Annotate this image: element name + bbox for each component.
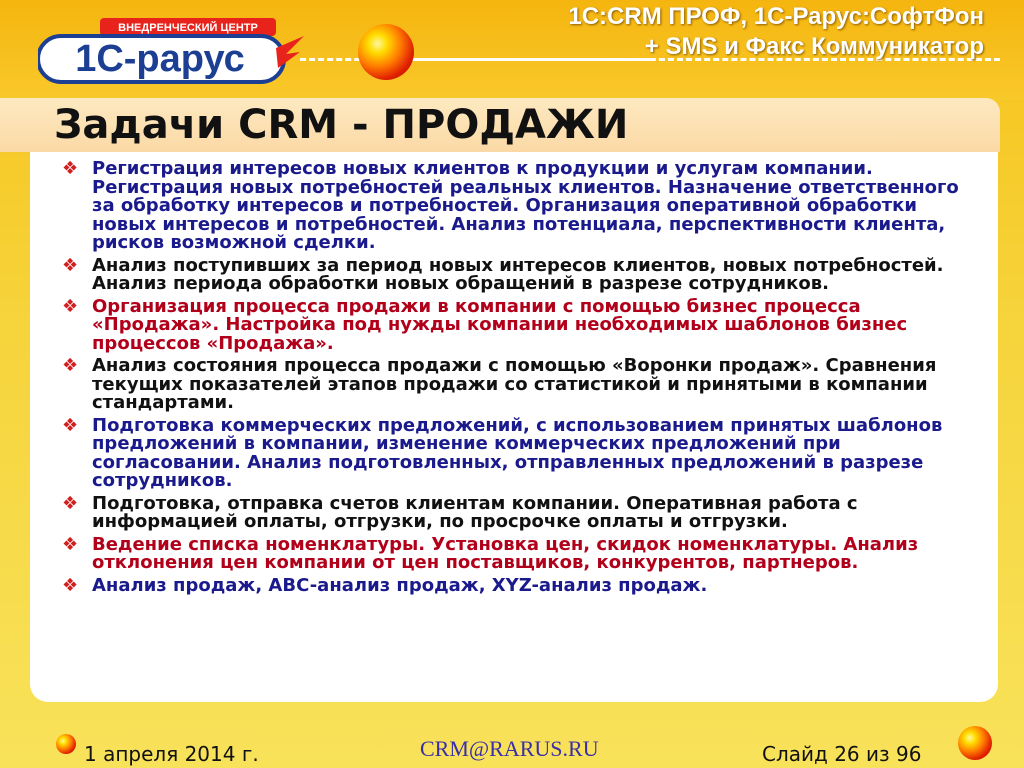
- bullet-diamond-icon: ❖: [62, 414, 79, 436]
- logo-wordmark: 1С-рарус: [75, 38, 245, 80]
- footer-date: 1 апреля 2014 г.: [84, 742, 259, 766]
- bullet-diamond-icon: ❖: [62, 533, 79, 555]
- footer-email: CRM@RARUS.RU: [420, 736, 599, 761]
- slide-number: Слайд 26 из 96: [762, 742, 922, 766]
- footer-right-sphere-icon: [958, 726, 992, 760]
- bullet-diamond-icon: ❖: [62, 574, 79, 596]
- task-item-text: Ведение списка номенклатуры. Установка цен, скидок номенклатуры. Анализ отклонения цен компании от цен поставщиков, конкурентов, партнеров.: [92, 533, 919, 573]
- task-item: [60, 492, 982, 532]
- company-logo: [38, 18, 308, 84]
- product-title-line2: + SMS и Факс Коммуникатор: [644, 33, 984, 60]
- content-panel: [30, 152, 998, 702]
- task-item-text: Анализ состояния процесса продажи с помощью «Воронки продаж». Сравнения текущих показателей этапов продажи со статистикой и принятыми в компании стандартами.: [92, 355, 937, 413]
- task-item-text: Анализ продаж, ABC-анализ продаж, XYZ-анализ продаж.: [92, 574, 708, 596]
- task-item-text: Анализ поступивших за период новых интересов клиентов, новых потребностей. Анализ периода обработки новых обращений в разрезе сотрудников.: [92, 254, 944, 294]
- task-item: [60, 533, 982, 573]
- task-item: [60, 357, 982, 413]
- task-item-text: Регистрация интересов новых клиентов к продукции и услугам компании. Регистрация новых потребностей реальных клиентов. Назначение ответственного за обработку интересов и потребностей. Организация оперативной обработки новых интересов и потребностей. Анализ потенциала, перспективности клиента, рисков возможной сделки.: [92, 158, 959, 253]
- bullet-diamond-icon: ❖: [62, 355, 79, 376]
- bullet-diamond-icon: ❖: [62, 254, 79, 276]
- bullet-diamond-icon: ❖: [62, 158, 79, 179]
- task-item-text: Подготовка коммерческих предложений, с использованием принятых шаблонов предложений в компании, изменение коммерческих предложений при согласовании. Анализ подготовленных, отправленных предложений в разрезе сотрудников.: [92, 414, 943, 491]
- orange-sphere-icon: [358, 24, 414, 80]
- task-item-text: Организация процесса продажи в компании с помощью бизнес процесса «Продажа». Настройка под нужды компании необходимых шаблонов бизнес процессов «Продажа».: [92, 295, 908, 354]
- task-item-text: Подготовка, отправка счетов клиентам компании. Оперативная работа с информацией оплаты, отгрузки, по просрочке оплаты и отгрузки.: [92, 492, 858, 532]
- task-item: [60, 414, 982, 491]
- task-item: [60, 254, 982, 294]
- logo-flash-icon: [276, 36, 304, 68]
- task-item: [60, 574, 982, 596]
- bullet-diamond-icon: ❖: [62, 492, 79, 514]
- product-title: [568, 2, 984, 62]
- product-title-line1: 1С:CRM ПРОФ, 1С-Рарус:СофтФон: [568, 3, 984, 30]
- footer-left-sphere-icon: [56, 734, 76, 754]
- task-item: [60, 295, 982, 354]
- logo-subtitle: ВНЕДРЕНЧЕСКИЙ ЦЕНТР: [118, 22, 258, 34]
- slide-title: Задачи CRM - ПРОДАЖИ: [54, 102, 629, 148]
- task-item: [60, 160, 982, 253]
- task-list: [30, 152, 998, 595]
- bullet-diamond-icon: ❖: [62, 295, 79, 317]
